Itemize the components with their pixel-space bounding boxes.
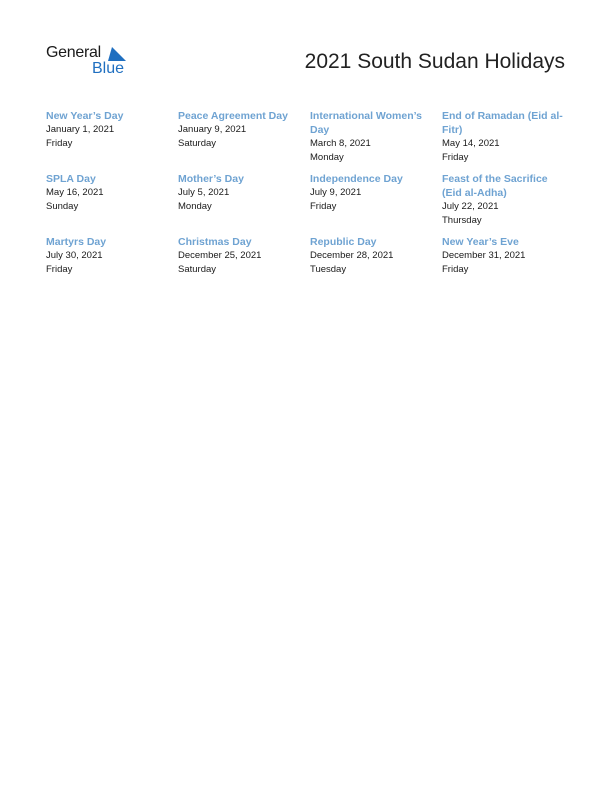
holiday-date: December 31, 2021 [442,250,526,261]
holiday-name: Independence Day [310,173,403,185]
holiday-item [310,235,442,277]
holiday-weekday: Saturday [178,264,217,275]
holiday-item [178,172,310,228]
holiday-item [310,109,442,165]
page-title: 2021 South Sudan Holidays [304,50,565,73]
holiday-date: July 30, 2021 [46,250,103,261]
holiday-item [46,109,178,165]
holiday-name: SPLA Day [46,173,96,185]
holiday-name: Martyrs Day [46,236,107,248]
holiday-weekday: Saturday [178,138,217,149]
holiday-name: New Year’s Day [46,110,124,122]
holiday-weekday: Friday [46,264,73,275]
holiday-item [442,235,576,277]
holiday-item [46,172,178,228]
holiday-date: January 1, 2021 [46,124,115,135]
holiday-weekday: Monday [310,152,344,163]
holiday-weekday: Monday [178,201,212,212]
holiday-name: End of Ramadan (Eid al-Fitr) [442,110,563,136]
holiday-name: Republic Day [310,236,377,248]
holiday-date: July 22, 2021 [442,201,499,212]
holiday-weekday: Friday [310,201,337,212]
holiday-date: July 9, 2021 [310,187,362,198]
holiday-item [442,172,576,228]
holiday-item [178,235,310,277]
holiday-item [442,109,576,165]
holiday-name: Christmas Day [178,236,252,248]
holiday-name: Feast of the Sacrifice (Eid al-Adha) [442,173,548,199]
holiday-grid [46,109,576,277]
logo-triangle-icon [108,47,126,61]
holiday-weekday: Friday [46,138,73,149]
holiday-name: Peace Agreement Day [178,110,288,122]
holiday-item [46,235,178,277]
holiday-date: December 28, 2021 [310,250,394,261]
holiday-date: March 8, 2021 [310,138,371,149]
holiday-item [310,172,442,228]
holiday-item [178,109,310,165]
holiday-name: New Year’s Eve [442,236,519,248]
holiday-weekday: Friday [442,152,469,163]
holiday-date: January 9, 2021 [178,124,247,135]
holiday-weekday: Sunday [46,201,79,212]
logo-word-blue: Blue [92,60,125,77]
holiday-date: May 16, 2021 [46,187,104,198]
logo [46,44,130,78]
holiday-name: International Women’s Day [310,110,423,136]
logo-word-general: General [46,44,101,61]
holiday-weekday: Friday [442,264,469,275]
holiday-name: Mother’s Day [178,173,244,185]
holiday-date: December 25, 2021 [178,250,262,261]
holiday-weekday: Thursday [442,215,482,226]
holiday-date: July 5, 2021 [178,187,230,198]
holiday-weekday: Tuesday [310,264,347,275]
holiday-date: May 14, 2021 [442,138,500,149]
